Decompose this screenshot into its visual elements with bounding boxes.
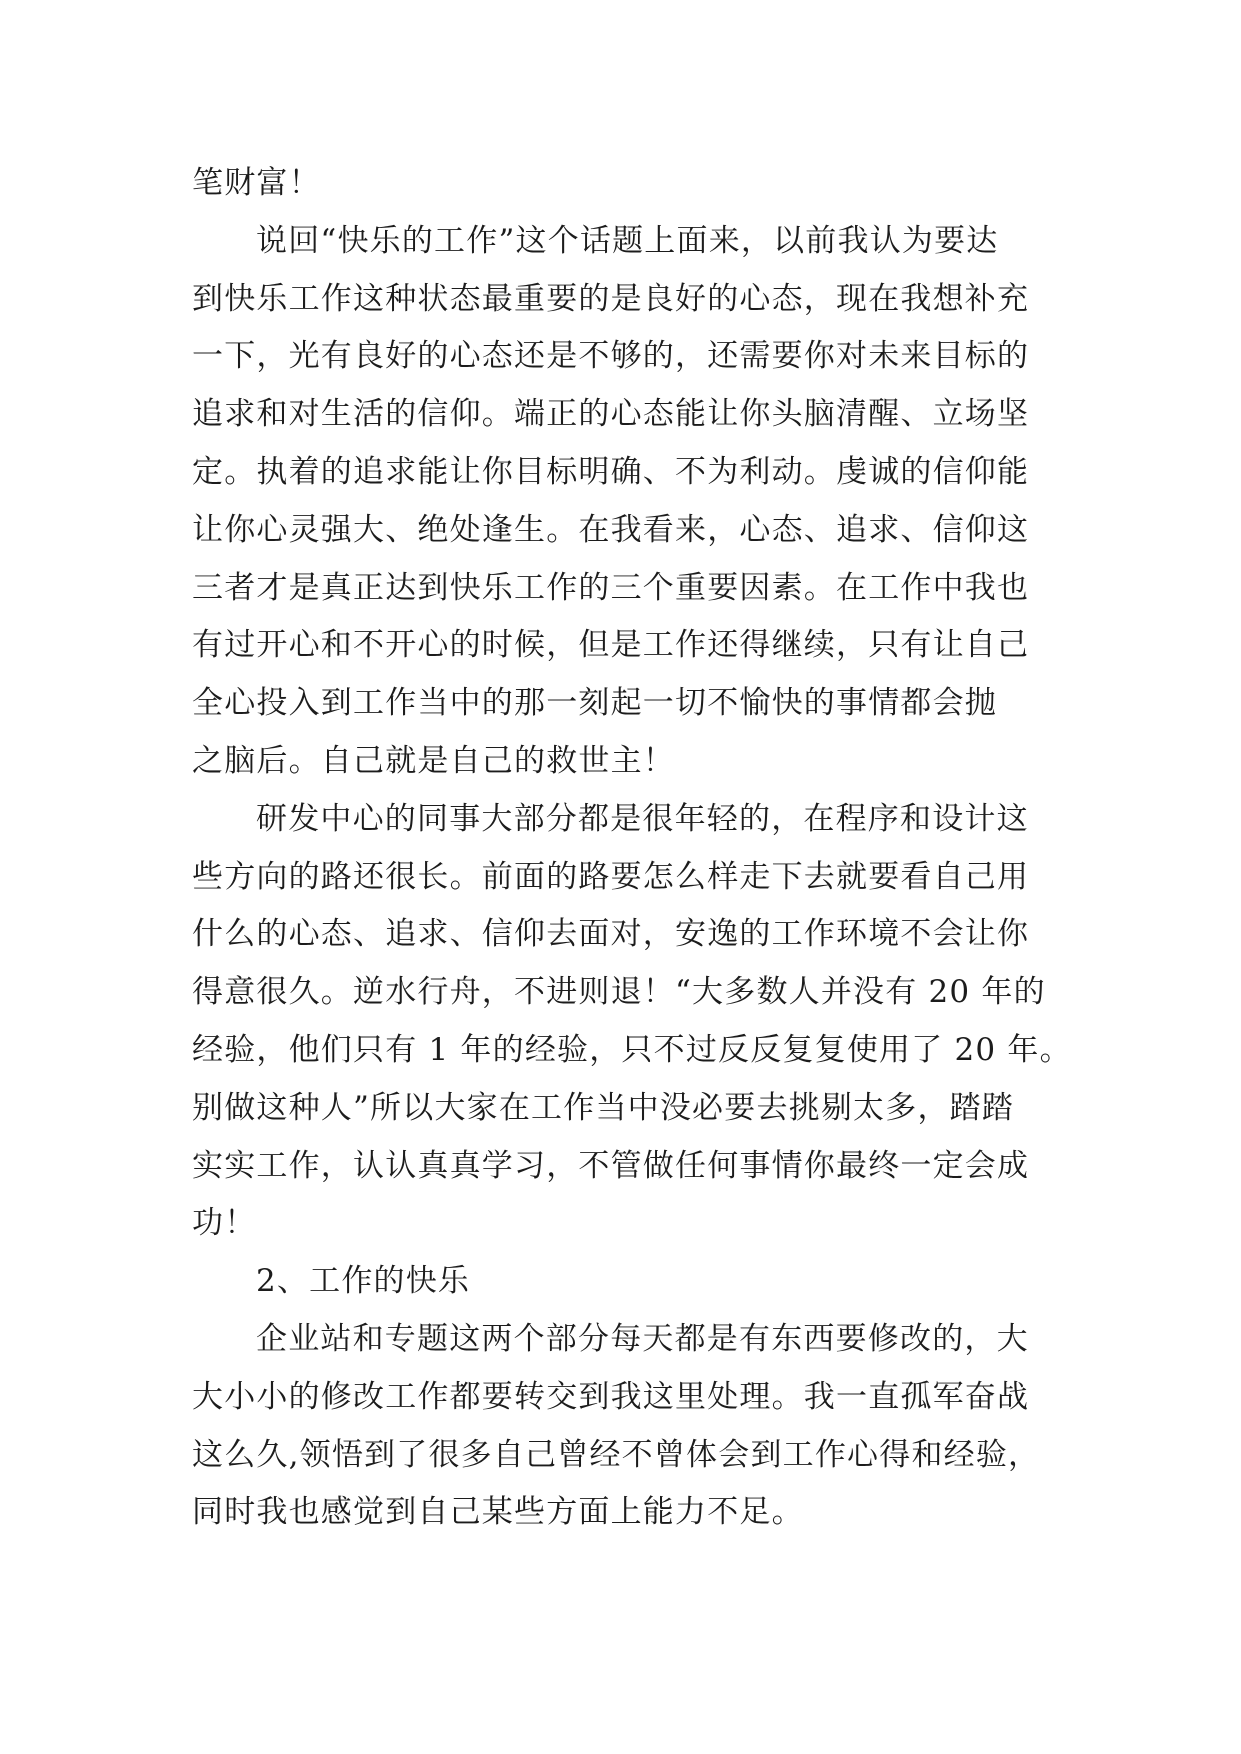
text-line: 这么久,领悟到了很多自己曾经不曾体会到工作心得和经验， [192, 1436, 1041, 1473]
text-line: 同时我也感觉到自己某些方面上能力不足。 [192, 1494, 804, 1531]
paragraph-first-line: 企业站和专题这两个部分每天都是有东西要修改的，大 [256, 1320, 1029, 1357]
text-line: 一下，光有良好的心态还是不够的，还需要你对未来目标的 [192, 338, 1030, 375]
text-line: 笔财富！ [192, 165, 321, 201]
document-body [192, 155, 1072, 1542]
text-line: 些方向的路还很长。前面的路要怎么样走下去就要看自己用 [192, 858, 1030, 895]
text-line: 三者才是真正达到快乐工作的三个重要因素。在工作中我也 [192, 569, 1030, 606]
text-line: 实实工作，认认真真学习，不管做任何事情你最终一定会成 [192, 1147, 1030, 1184]
text-line: 全心投入到工作当中的那一刻起一切不愉快的事情都会抛 [192, 685, 997, 722]
text-line: 让你心灵强大、绝处逢生。在我看来，心态、追求、信仰这 [192, 511, 1030, 548]
text-line: 到快乐工作这种状态最重要的是良好的心态，现在我想补充 [192, 280, 1030, 317]
text-line: 追求和对生活的信仰。端正的心态能让你头脑清醒、立场坚 [192, 396, 1030, 433]
text-line: 别做这种人”所以大家在工作当中没必要去挑剔太多，踏踏 [192, 1089, 1015, 1126]
text-line: 有过开心和不开心的时候，但是工作还得继续，只有让自己 [192, 627, 1030, 664]
text-line: 什么的心态、追求、信仰去面对，安逸的工作环境不会让你 [192, 916, 1030, 953]
text-line: 大小小的修改工作都要转交到我这里处理。我一直孤军奋战 [192, 1378, 1030, 1415]
paragraph-first-line: 说回“快乐的工作”这个话题上面来，以前我认为要达 [256, 222, 999, 259]
text-line: 之脑后。自己就是自己的救世主！ [192, 742, 675, 779]
text-line: 经验，他们只有 1 年的经验，只不过反反复复使用了 20 年。 [192, 1031, 1072, 1068]
text-line: 定。执着的追求能让你目标明确、不为利动。虔诚的信仰能 [192, 453, 1030, 490]
section-heading: 2、工作的快乐 [256, 1263, 471, 1300]
text-line: 功！ [192, 1205, 257, 1242]
text-line: 得意很久。逆水行舟，不进则退！“大多数人并没有 20 年的 [192, 974, 1046, 1011]
paragraph-first-line: 研发中心的同事大部分都是很年轻的，在程序和设计这 [256, 800, 1029, 837]
